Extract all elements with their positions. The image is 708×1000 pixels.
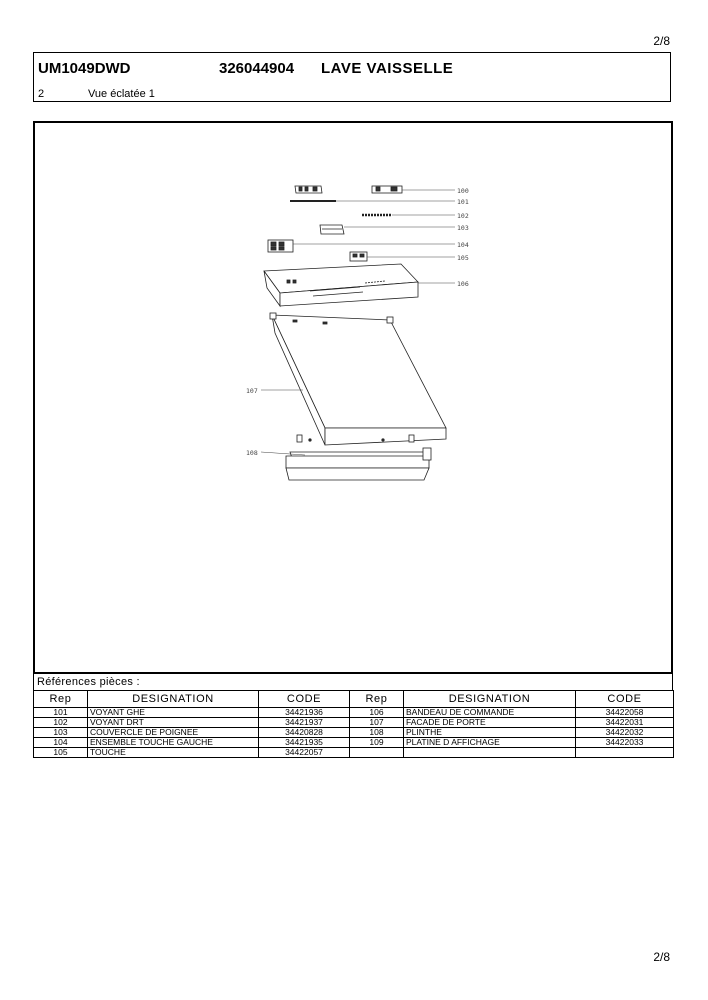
cell-designation: PLINTHE [404, 728, 576, 738]
cell-designation: PLATINE D AFFICHAGE [404, 738, 576, 748]
cell-code [576, 748, 674, 758]
table-row [34, 748, 674, 758]
page-number-bottom: 2/8 [653, 950, 670, 964]
callout-105: 105 [457, 254, 469, 262]
callout-104: 104 [457, 241, 469, 249]
cell-rep: 101 [34, 708, 88, 718]
col-designation-2: DESIGNATION [404, 691, 576, 708]
part-107-door-front [270, 313, 446, 445]
cell-designation [404, 748, 576, 758]
part-103-handle-cover [320, 225, 344, 234]
cell-rep: 104 [34, 738, 88, 748]
part-104-key-assembly [268, 240, 293, 252]
cell-designation: VOYANT DRT [88, 718, 259, 728]
exploded-view-drawing [33, 121, 673, 674]
cell-rep: 106 [350, 708, 404, 718]
col-designation-1: DESIGNATION [88, 691, 259, 708]
cell-designation: TOUCHE [88, 748, 259, 758]
cell-code: 34422031 [576, 718, 674, 728]
cell-rep: 102 [34, 718, 88, 728]
callout-106: 106 [457, 280, 469, 288]
cell-designation: ENSEMBLE TOUCHE GAUCHE [88, 738, 259, 748]
cell-code: 34421935 [259, 738, 350, 748]
part-100-module [295, 186, 402, 193]
cell-code: 34421936 [259, 708, 350, 718]
cell-designation: COUVERCLE DE POIGNEE [88, 728, 259, 738]
callout-100: 100 [457, 187, 469, 195]
col-code-2: CODE [576, 691, 674, 708]
cell-rep: 105 [34, 748, 88, 758]
parts-table [33, 690, 674, 758]
cell-designation: BANDEAU DE COMMANDE [404, 708, 576, 718]
section-name: Vue éclatée 1 [88, 88, 155, 100]
cell-rep: 103 [34, 728, 88, 738]
callout-108: 108 [246, 449, 258, 457]
exploded-view-svg [35, 123, 671, 672]
table-row [34, 738, 674, 748]
cell-code: 34422057 [259, 748, 350, 758]
part-106-control-panel [264, 264, 418, 306]
cell-rep: 107 [350, 718, 404, 728]
table-header-row [34, 691, 674, 708]
cell-designation: VOYANT GHE [88, 708, 259, 718]
cell-rep: 109 [350, 738, 404, 748]
model-number: UM1049DWD [38, 60, 131, 77]
section-number: 2 [38, 88, 45, 100]
cell-code: 34422033 [576, 738, 674, 748]
callout-103: 103 [457, 224, 469, 232]
page-number-top: 2/8 [653, 34, 670, 48]
product-title: LAVE VAISSELLE [321, 60, 454, 77]
cell-rep [350, 748, 404, 758]
callout-102: 102 [457, 212, 469, 220]
table-row [34, 728, 674, 738]
product-code: 326044904 [219, 60, 295, 77]
part-105-key [350, 252, 367, 261]
cell-code: 34421937 [259, 718, 350, 728]
col-rep-1: Rep [34, 691, 88, 708]
callout-107: 107 [246, 387, 258, 395]
cell-rep: 108 [350, 728, 404, 738]
col-code-1: CODE [259, 691, 350, 708]
col-rep-2: Rep [350, 691, 404, 708]
callout-101: 101 [457, 198, 469, 206]
references-title: Références pièces : [33, 674, 673, 691]
cell-designation: FACADE DE PORTE [404, 718, 576, 728]
table-row [34, 708, 674, 718]
cell-code: 34420828 [259, 728, 350, 738]
document-header [33, 52, 671, 102]
cell-code: 34422058 [576, 708, 674, 718]
cell-code: 34422032 [576, 728, 674, 738]
table-row [34, 718, 674, 728]
